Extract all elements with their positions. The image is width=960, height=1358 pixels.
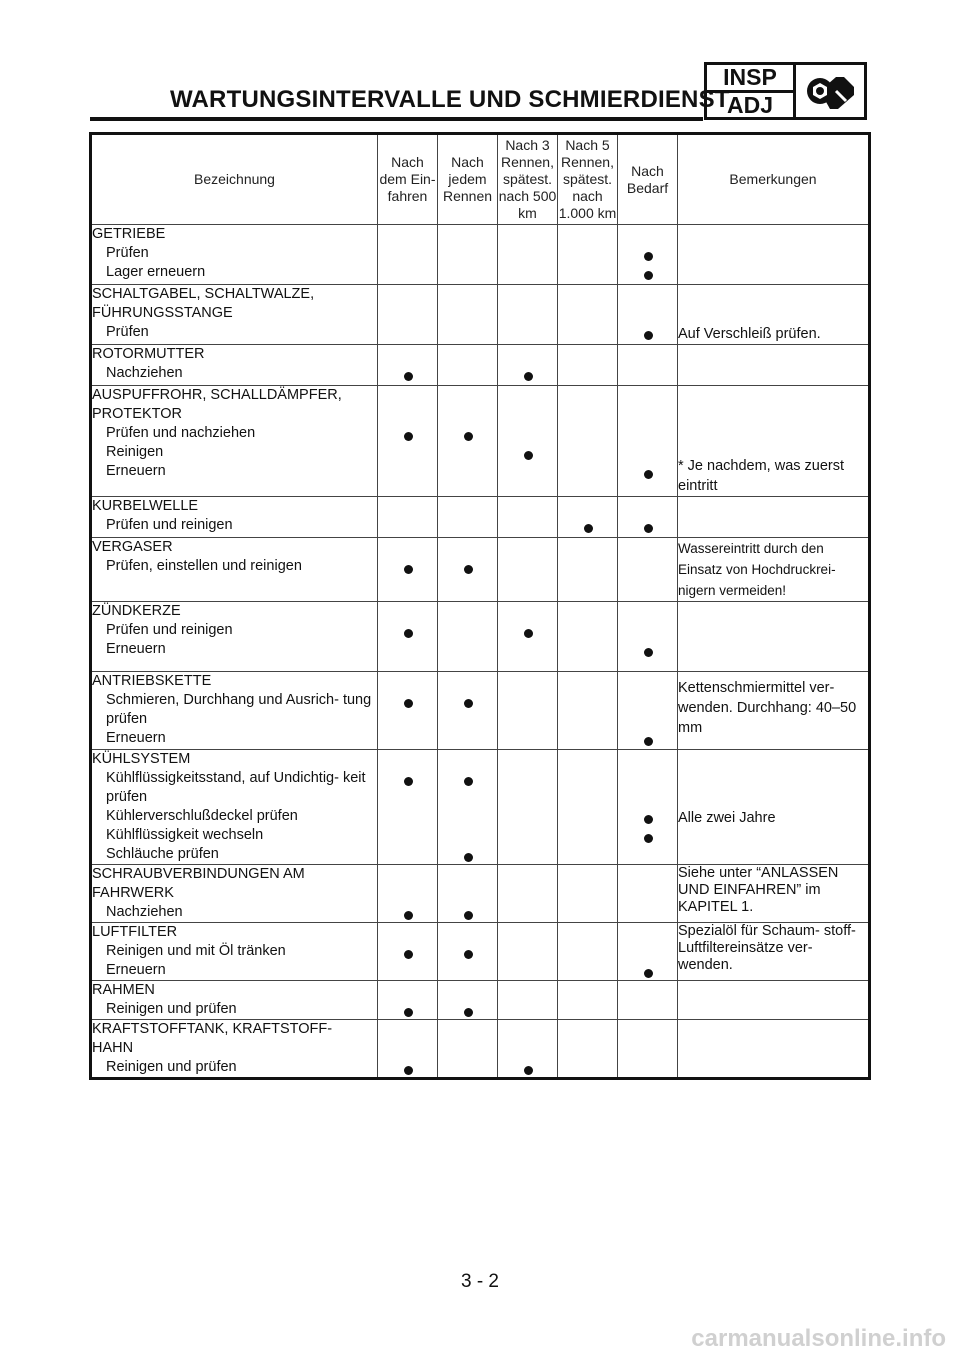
interval-cell bbox=[498, 497, 558, 538]
item-title: SCHALTGABEL, SCHALTWALZE, FÜHRUNGSSTANGE bbox=[92, 286, 315, 321]
item-name-cell bbox=[91, 672, 378, 750]
item-task: Nachziehen bbox=[106, 904, 183, 920]
check-dot-icon bbox=[464, 1008, 473, 1017]
item-task: Kühlflüssigkeitsstand, auf Undichtig- keit prüfen bbox=[106, 770, 366, 805]
check-dot-icon bbox=[644, 737, 653, 746]
check-dot-icon bbox=[404, 1008, 413, 1017]
check-dot-icon bbox=[404, 565, 413, 574]
item-task: Reinigen bbox=[106, 444, 164, 460]
interval-cell bbox=[438, 923, 498, 981]
interval-cell bbox=[558, 386, 618, 497]
check-dot-icon bbox=[644, 271, 653, 280]
check-dot-icon bbox=[404, 911, 413, 920]
table-row bbox=[91, 865, 870, 923]
interval-cell bbox=[558, 225, 618, 285]
interval-cell bbox=[378, 865, 438, 923]
item-title: KRAFTSTOFFTANK, KRAFTSTOFF- HAHN bbox=[92, 1021, 333, 1056]
item-task: Reinigen und prüfen bbox=[106, 1059, 237, 1075]
table-row bbox=[91, 750, 870, 865]
item-task: Lager erneuern bbox=[106, 264, 206, 280]
remark-cell bbox=[678, 602, 870, 672]
check-dot-icon bbox=[464, 565, 473, 574]
interval-cell bbox=[378, 981, 438, 1020]
item-title: VERGASER bbox=[92, 539, 173, 555]
check-dot-icon bbox=[464, 432, 473, 441]
interval-cell bbox=[558, 345, 618, 386]
item-title: RAHMEN bbox=[92, 982, 155, 998]
interval-cell bbox=[378, 1020, 438, 1079]
table-row bbox=[91, 345, 870, 386]
interval-cell bbox=[498, 672, 558, 750]
item-name-cell bbox=[91, 285, 378, 345]
interval-cell bbox=[618, 538, 678, 602]
interval-cell bbox=[438, 672, 498, 750]
check-dot-icon bbox=[464, 911, 473, 920]
col-header-as-needed: Nach Bedarf bbox=[618, 134, 678, 225]
col-header-5-races: Nach 5 Rennen, spätest. nach 1.000 km bbox=[558, 134, 618, 225]
interval-cell bbox=[618, 865, 678, 923]
interval-cell bbox=[378, 538, 438, 602]
table-row bbox=[91, 285, 870, 345]
badge-insp-label: INSP bbox=[707, 65, 793, 93]
table-row bbox=[91, 225, 870, 285]
item-task: Nachziehen bbox=[106, 365, 183, 381]
interval-cell bbox=[378, 386, 438, 497]
interval-cell bbox=[378, 672, 438, 750]
check-dot-icon bbox=[644, 648, 653, 657]
item-task: Prüfen bbox=[106, 245, 149, 261]
item-name-cell bbox=[91, 602, 378, 672]
remark-cell bbox=[678, 1020, 870, 1079]
interval-cell bbox=[498, 386, 558, 497]
interval-cell bbox=[378, 923, 438, 981]
interval-cell bbox=[438, 865, 498, 923]
remark-cell: Kettenschmiermittel ver- wenden. Durchhang: 40–50 mm bbox=[678, 672, 870, 750]
table-body bbox=[91, 225, 870, 1079]
col-header-every-race: Nach jedem Rennen bbox=[438, 134, 498, 225]
check-dot-icon bbox=[644, 834, 653, 843]
interval-cell bbox=[438, 285, 498, 345]
interval-cell bbox=[558, 923, 618, 981]
interval-cell bbox=[558, 285, 618, 345]
item-title: LUFTFILTER bbox=[92, 924, 178, 940]
wrench-nut-icon bbox=[796, 65, 864, 117]
check-dot-icon bbox=[464, 853, 473, 862]
item-name-cell bbox=[91, 497, 378, 538]
item-title: ROTORMUTTER bbox=[92, 346, 205, 362]
interval-cell bbox=[558, 750, 618, 865]
item-name-cell bbox=[91, 1020, 378, 1079]
check-dot-icon bbox=[644, 470, 653, 479]
col-header-name: Bezeichnung bbox=[91, 134, 378, 225]
item-title: SCHRAUBVERBINDUNGEN AM FAHRWERK bbox=[92, 866, 305, 901]
interval-cell bbox=[558, 672, 618, 750]
check-dot-icon bbox=[524, 372, 533, 381]
check-dot-icon bbox=[404, 777, 413, 786]
interval-cell bbox=[618, 602, 678, 672]
interval-cell bbox=[378, 345, 438, 386]
table-row bbox=[91, 672, 870, 750]
item-task: Prüfen und reinigen bbox=[106, 517, 233, 533]
check-dot-icon bbox=[524, 1066, 533, 1075]
interval-cell bbox=[618, 345, 678, 386]
interval-cell bbox=[498, 602, 558, 672]
item-name-cell bbox=[91, 538, 378, 602]
interval-cell bbox=[558, 1020, 618, 1079]
interval-cell bbox=[438, 345, 498, 386]
table-row bbox=[91, 1020, 870, 1079]
badge-adj-label: ADJ bbox=[726, 92, 773, 118]
table-row bbox=[91, 923, 870, 981]
item-task: Reinigen und mit Öl tränken bbox=[106, 943, 286, 959]
maintenance-table bbox=[89, 132, 871, 1080]
insp-adj-badge bbox=[704, 62, 867, 120]
item-title: GETRIEBE bbox=[92, 226, 166, 242]
item-task: Kühlflüssigkeit wechseln bbox=[106, 827, 264, 843]
col-header-break-in: Nach dem Ein- fahren bbox=[378, 134, 438, 225]
interval-cell bbox=[438, 1020, 498, 1079]
interval-cell bbox=[438, 750, 498, 865]
interval-cell bbox=[558, 538, 618, 602]
interval-cell bbox=[498, 865, 558, 923]
check-dot-icon bbox=[524, 451, 533, 460]
check-dot-icon bbox=[404, 1066, 413, 1075]
interval-cell bbox=[618, 225, 678, 285]
item-name-cell bbox=[91, 750, 378, 865]
interval-cell bbox=[438, 602, 498, 672]
interval-cell bbox=[618, 672, 678, 750]
item-task: Reinigen und prüfen bbox=[106, 1001, 237, 1017]
remark-cell: Wassereintritt durch den Einsatz von Hochdruckrei- nigern vermeiden! bbox=[678, 538, 870, 602]
interval-cell bbox=[558, 981, 618, 1020]
item-task: Prüfen und reinigen bbox=[106, 622, 233, 638]
table-row bbox=[91, 602, 870, 672]
page-title: WARTUNGSINTERVALLE UND SCHMIERDIENST bbox=[170, 86, 730, 113]
item-task: Erneuern bbox=[106, 730, 166, 746]
item-task: Erneuern bbox=[106, 962, 166, 978]
remark-cell: * Je nachdem, was zuerst eintritt bbox=[678, 386, 870, 497]
item-name-cell bbox=[91, 923, 378, 981]
remark-cell bbox=[678, 345, 870, 386]
check-dot-icon bbox=[404, 699, 413, 708]
interval-cell bbox=[558, 497, 618, 538]
interval-cell bbox=[618, 386, 678, 497]
item-task: Prüfen bbox=[106, 324, 149, 340]
interval-cell bbox=[558, 602, 618, 672]
interval-cell bbox=[378, 602, 438, 672]
item-task: Erneuern bbox=[106, 641, 166, 657]
table-row bbox=[91, 386, 870, 497]
interval-cell bbox=[618, 497, 678, 538]
interval-cell bbox=[498, 923, 558, 981]
remark-cell: Siehe unter “ANLASSEN UND EINFAHREN” im KAPITEL 1. bbox=[678, 865, 870, 923]
check-dot-icon bbox=[584, 524, 593, 533]
item-title: ANTRIEBSKETTE bbox=[92, 673, 212, 689]
interval-cell bbox=[438, 386, 498, 497]
item-task: Schläuche prüfen bbox=[106, 846, 219, 862]
remark-cell bbox=[678, 981, 870, 1020]
item-name-cell bbox=[91, 981, 378, 1020]
interval-cell bbox=[378, 225, 438, 285]
page-number: 3 - 2 bbox=[460, 1271, 500, 1292]
col-header-remarks: Bemerkungen bbox=[678, 134, 870, 225]
table-row bbox=[91, 497, 870, 538]
check-dot-icon bbox=[644, 815, 653, 824]
item-title: ZÜNDKERZE bbox=[92, 603, 181, 619]
interval-cell bbox=[498, 538, 558, 602]
interval-cell bbox=[618, 1020, 678, 1079]
check-dot-icon bbox=[464, 699, 473, 708]
interval-cell bbox=[438, 981, 498, 1020]
interval-cell bbox=[438, 225, 498, 285]
watermark: carmanualsonline.info bbox=[691, 1325, 946, 1352]
item-task: Prüfen, einstellen und reinigen bbox=[106, 558, 302, 574]
interval-cell bbox=[498, 1020, 558, 1079]
check-dot-icon bbox=[404, 629, 413, 638]
table-row bbox=[91, 538, 870, 602]
col-header-3-races: Nach 3 Rennen, spätest. nach 500 km bbox=[498, 134, 558, 225]
item-task: Kühlerverschlußdeckel prüfen bbox=[106, 808, 298, 824]
check-dot-icon bbox=[404, 432, 413, 441]
interval-cell bbox=[438, 538, 498, 602]
item-title: KÜHLSYSTEM bbox=[92, 751, 191, 767]
check-dot-icon bbox=[644, 524, 653, 533]
remark-cell: Spezialöl für Schaum- stoff-Luftfiltereinsätze ver- wenden. bbox=[678, 923, 870, 981]
check-dot-icon bbox=[464, 777, 473, 786]
check-dot-icon bbox=[644, 969, 653, 978]
item-name-cell bbox=[91, 386, 378, 497]
table-row bbox=[91, 981, 870, 1020]
interval-cell bbox=[498, 981, 558, 1020]
interval-cell bbox=[618, 750, 678, 865]
interval-cell bbox=[378, 497, 438, 538]
interval-cell bbox=[618, 285, 678, 345]
interval-cell bbox=[498, 285, 558, 345]
remark-cell: Alle zwei Jahre bbox=[678, 750, 870, 865]
item-name-cell bbox=[91, 345, 378, 386]
check-dot-icon bbox=[524, 629, 533, 638]
interval-cell bbox=[498, 750, 558, 865]
check-dot-icon bbox=[404, 950, 413, 959]
interval-cell bbox=[558, 865, 618, 923]
title-underline bbox=[90, 117, 703, 121]
item-name-cell bbox=[91, 225, 378, 285]
remark-cell bbox=[678, 225, 870, 285]
item-task: Erneuern bbox=[106, 463, 166, 479]
check-dot-icon bbox=[464, 950, 473, 959]
interval-cell bbox=[618, 923, 678, 981]
interval-cell bbox=[498, 225, 558, 285]
remark-cell: Auf Verschleiß prüfen. bbox=[678, 285, 870, 345]
check-dot-icon bbox=[404, 372, 413, 381]
interval-cell bbox=[378, 750, 438, 865]
table-header-row bbox=[91, 134, 870, 225]
item-title: AUSPUFFROHR, SCHALLDÄMPFER, PROTEKTOR bbox=[92, 387, 342, 422]
interval-cell bbox=[378, 285, 438, 345]
item-task: Prüfen und nachziehen bbox=[106, 425, 256, 441]
interval-cell bbox=[618, 981, 678, 1020]
item-task: Schmieren, Durchhang und Ausrich- tung prüfen bbox=[106, 692, 372, 727]
check-dot-icon bbox=[644, 252, 653, 261]
remark-cell bbox=[678, 497, 870, 538]
interval-cell bbox=[498, 345, 558, 386]
check-dot-icon bbox=[644, 331, 653, 340]
item-name-cell bbox=[91, 865, 378, 923]
item-title: KURBELWELLE bbox=[92, 498, 199, 514]
interval-cell bbox=[438, 497, 498, 538]
